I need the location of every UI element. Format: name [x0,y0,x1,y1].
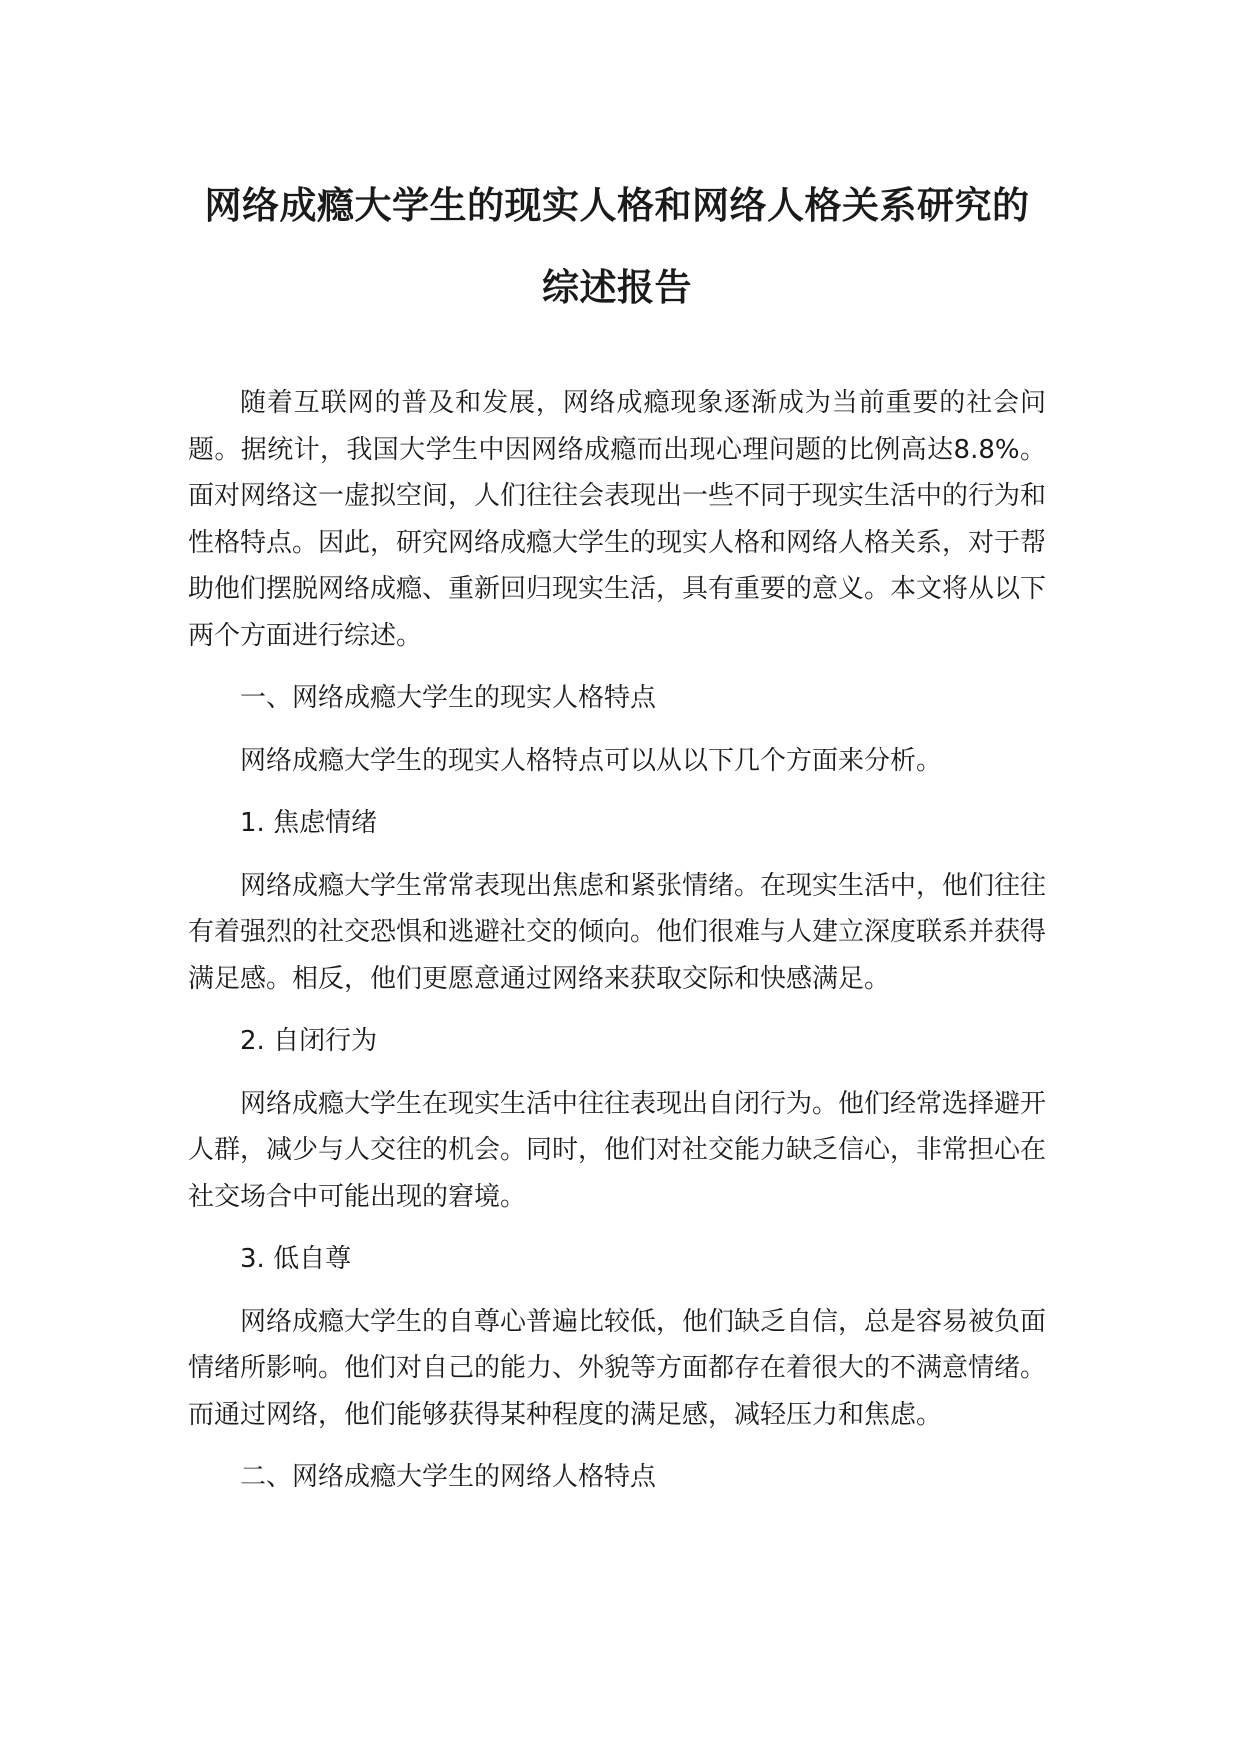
section-heading-1: 一、网络成瘾大学生的现实人格特点 [240,683,657,713]
section-intro-paragraph: 网络成瘾大学生的现实人格特点可以从以下几个方面来分析。 [240,745,943,776]
subheading-anxiety: 1. 焦虑情绪 [240,808,378,838]
document-body [188,380,1046,1501]
intro-paragraph: 随着互联网的普及和发展，网络成瘾现象逐渐成为当前重要的社会问题。据统计，我国大学生中因网络成瘾而出现心理问题的比例高达8.8%。面对网络这一虚拟空间，人们往往会表现出一些不同于现实生活中的行为和性格特点。因此，研究网络成瘾大学生的现实人格和网络人格关系，对于帮助他们摆脱网络成瘾、重新回归现实生活，具有重要的意义。本文将从以下两个方面进行综述。 [188,388,1047,651]
document-title-line-2: 综述报告 [542,266,692,309]
section-heading-2: 二、网络成瘾大学生的网络人格特点 [240,1462,657,1492]
anxiety-paragraph: 网络成瘾大学生常常表现出焦虑和紧张情绪。在现实生活中，他们往往有着强烈的社交恐惧和逃避社交的倾向。他们很难与人建立深度联系并获得满足感。相反，他们更愿意通过网络来获取交际和快感满足。 [188,870,1047,994]
autism-behavior-paragraph: 网络成瘾大学生在现实生活中往往表现出自闭行为。他们经常选择避开人群，减少与人交往的机会。同时，他们对社交能力缺乏信心，非常担心在社交场合中可能出现的窘境。 [188,1088,1047,1212]
document-title-line-1: 网络成瘾大学生的现实人格和网络人格关系研究的 [204,184,1030,227]
subheading-autism-behavior: 2. 自闭行为 [240,1026,378,1056]
subheading-low-self-esteem: 3. 低自尊 [240,1244,352,1274]
low-self-esteem-paragraph: 网络成瘾大学生的自尊心普遍比较低，他们缺乏自信，总是容易被负面情绪所影响。他们对自己的能力、外貌等方面都存在着很大的不满意情绪。而通过网络，他们能够获得某种程度的满足感，减轻压力和焦虑。 [188,1306,1047,1430]
